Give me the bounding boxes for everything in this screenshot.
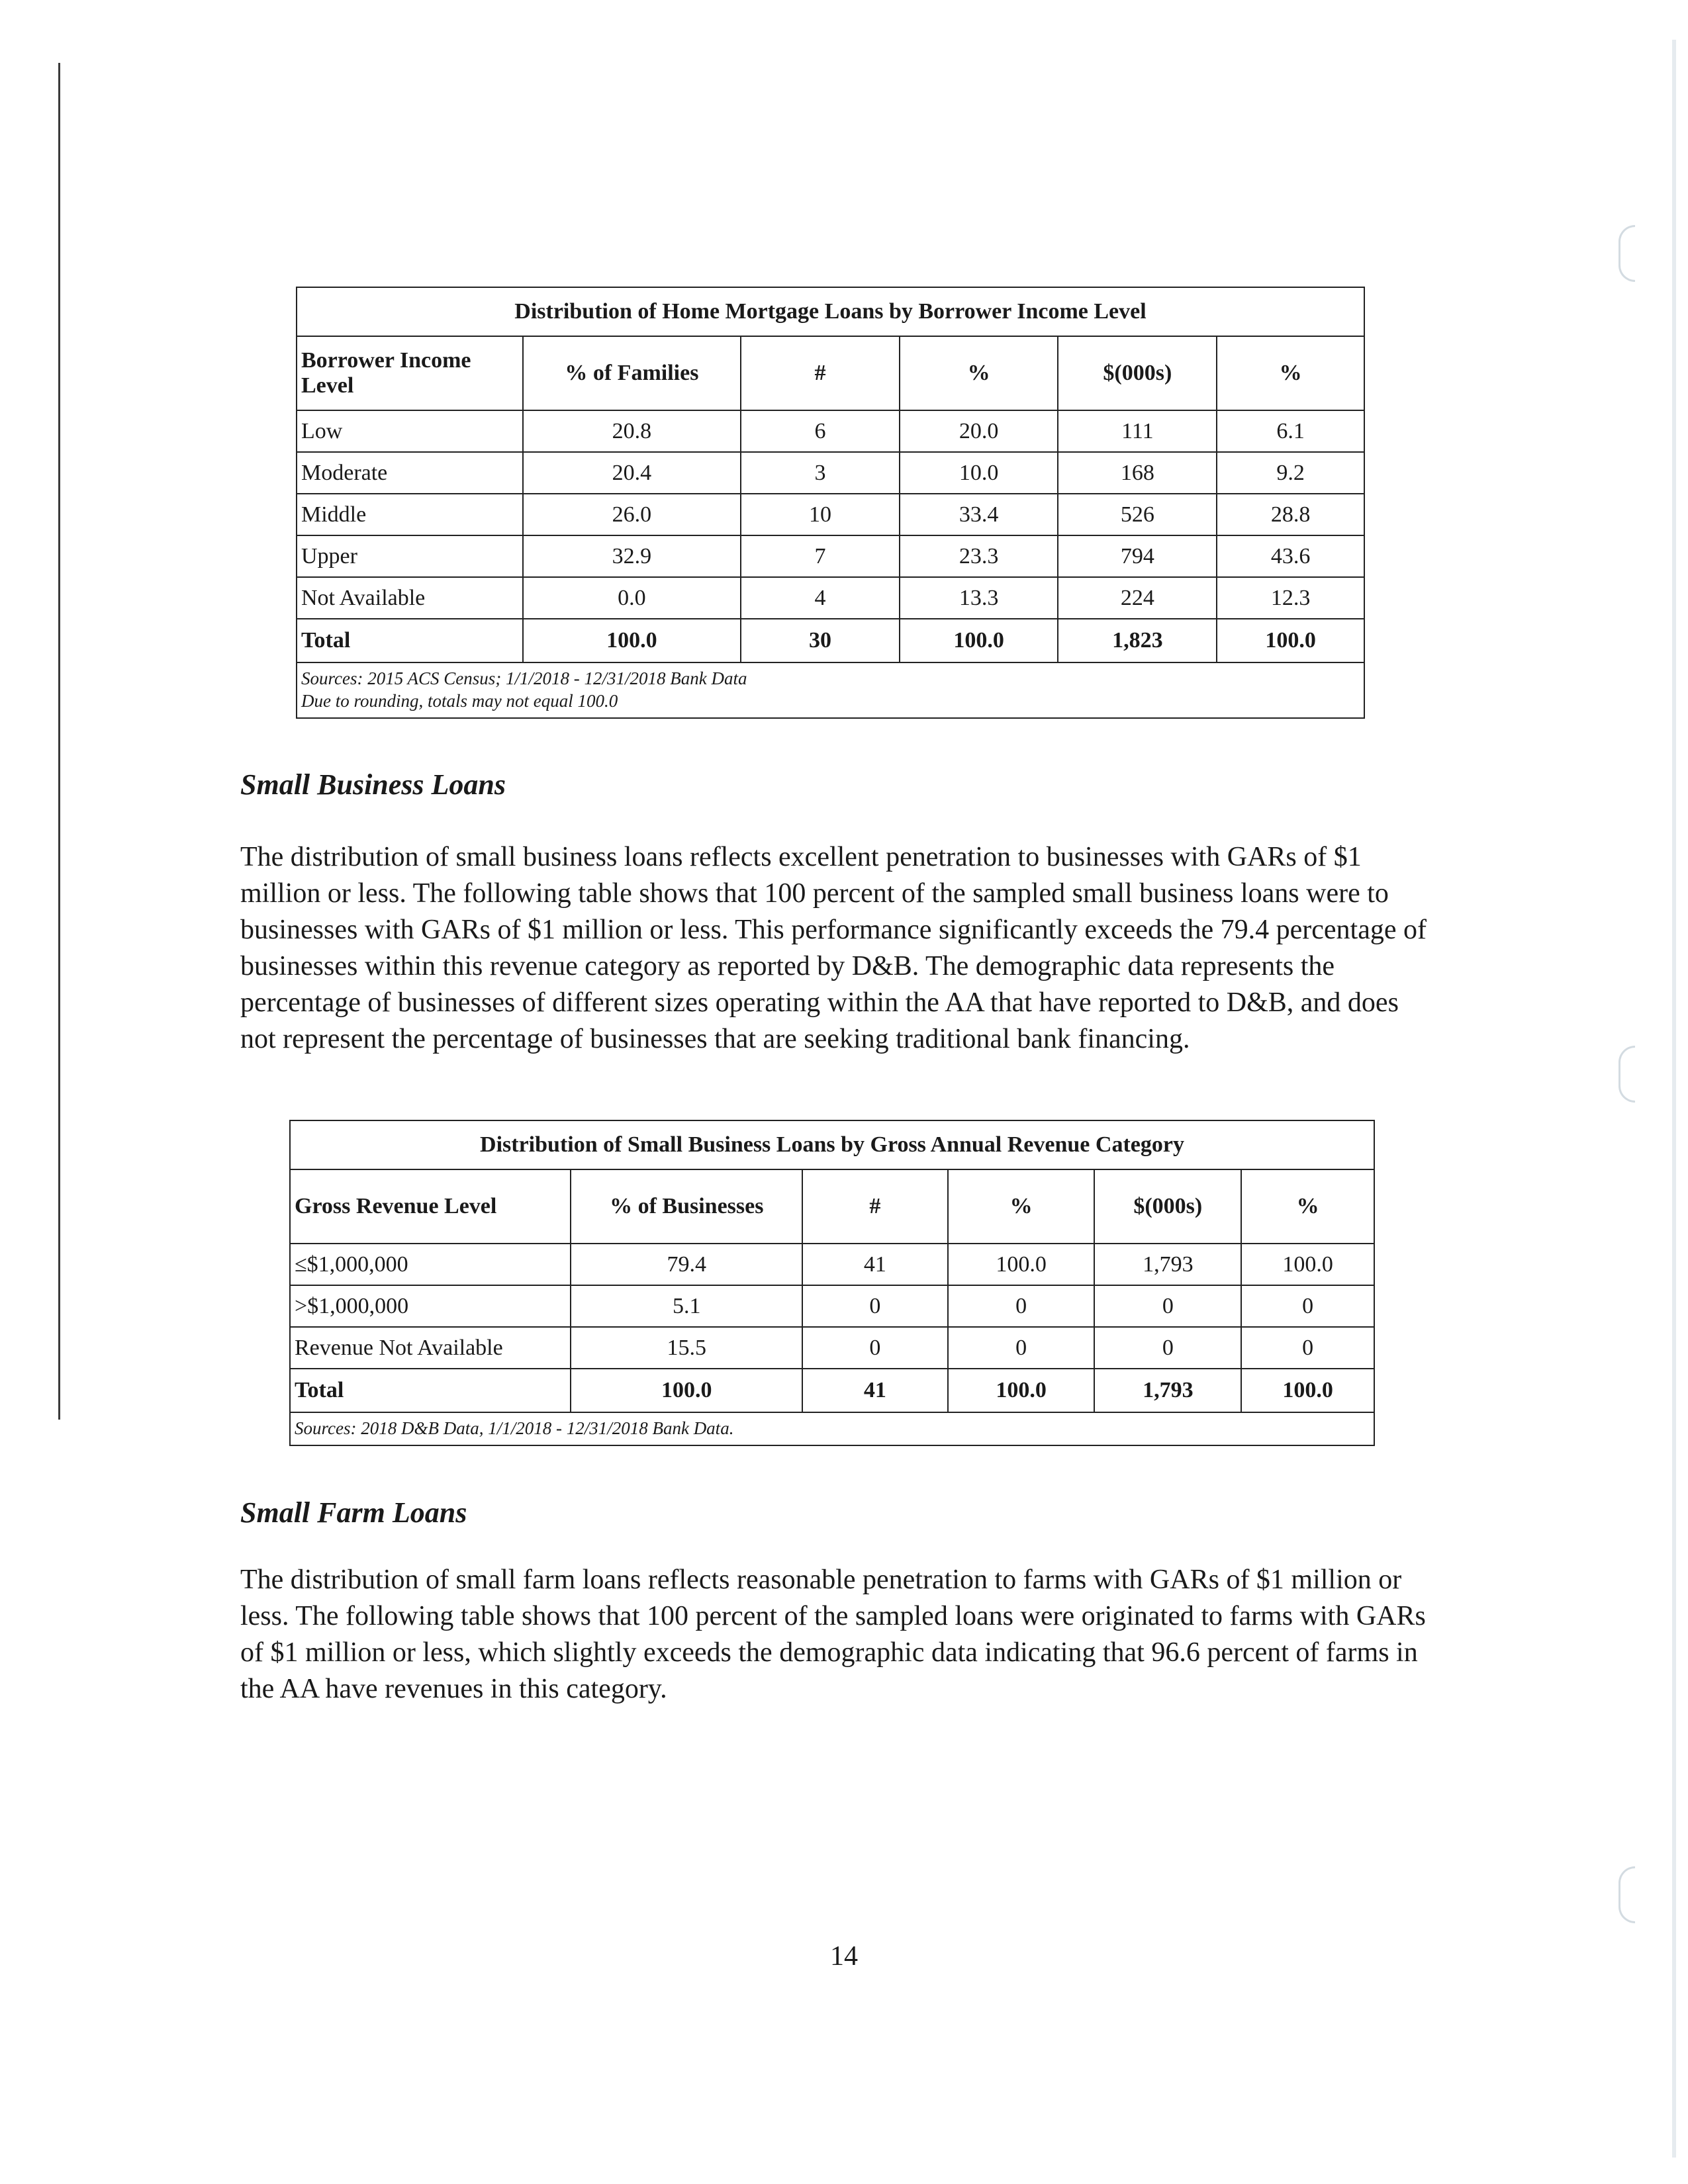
table-cell: 0 — [948, 1285, 1095, 1327]
table-cell: 41 — [802, 1369, 948, 1412]
table-cell: Upper — [297, 535, 523, 577]
table-cell: 0.0 — [523, 577, 741, 619]
table-cell: Total — [290, 1369, 571, 1412]
table-cell: 13.3 — [900, 577, 1058, 619]
column-header: # — [741, 336, 900, 410]
table-row — [290, 1285, 1374, 1327]
table-cell: 0 — [1241, 1327, 1374, 1369]
table-cell: 10.0 — [900, 452, 1058, 494]
table-cell: Moderate — [297, 452, 523, 494]
table-cell: 15.5 — [571, 1327, 802, 1369]
table-cell: 100.0 — [1217, 619, 1364, 662]
table-cell: 100.0 — [948, 1369, 1095, 1412]
table-cell: 28.8 — [1217, 494, 1364, 535]
table-cell: 9.2 — [1217, 452, 1364, 494]
table-row — [297, 452, 1364, 494]
column-header: # — [802, 1169, 948, 1244]
table-row — [297, 535, 1364, 577]
table-row — [297, 577, 1364, 619]
table-cell: 6 — [741, 410, 900, 452]
small-farm-paragraph: The distribution of small farm loans reflects reasonable penetration to farms with GARs of $1 million or less. The following table shows that 100 percent of the sampled loans were originated to farms with GARs of $1 million or less, which slightly exceeds the demographic data indicating that 96.6 percent of farms in the AA have revenues in this category. — [240, 1565, 1426, 1704]
table-cell: 0 — [1094, 1285, 1241, 1327]
scan-margin-line — [58, 63, 60, 1420]
table-cell: 20.0 — [900, 410, 1058, 452]
table-cell: 0 — [948, 1327, 1095, 1369]
table-cell: Not Available — [297, 577, 523, 619]
table-title: Distribution of Small Business Loans by Gross Annual Revenue Category — [290, 1120, 1374, 1169]
column-header: % — [948, 1169, 1095, 1244]
table-cell: 10 — [741, 494, 900, 535]
table-cell: 23.3 — [900, 535, 1058, 577]
column-header: % of Families — [523, 336, 741, 410]
table-cell: 100.0 — [523, 619, 741, 662]
table-row — [290, 1327, 1374, 1369]
table-cell: 100.0 — [571, 1369, 802, 1412]
column-header: % — [1241, 1169, 1374, 1244]
column-header: % of Businesses — [571, 1169, 802, 1244]
table-cell: 6.1 — [1217, 410, 1364, 452]
rounding-note: Due to rounding, totals may not equal 100.0 — [301, 691, 618, 711]
scan-right-edge — [1672, 40, 1676, 2158]
column-header: % — [900, 336, 1058, 410]
small-farm-heading: Small Farm Loans — [240, 1496, 467, 1529]
table-cell: 224 — [1058, 577, 1217, 619]
table-cell: 1,793 — [1094, 1369, 1241, 1412]
table-cell: 0 — [802, 1327, 948, 1369]
table-cell: Low — [297, 410, 523, 452]
small-business-paragraph: The distribution of small business loans reflects excellent penetration to businesses with GARs of $1 million or less. The following table shows that 100 percent of the sampled small business loans were to businesses with GARs of $1 million or less. This performance significantly exceeds the 79.4 percentage of businesses within this revenue category as reported by D&B. The demographic data represents the percentage of businesses of different sizes operating within the AA that have reported to D&B, and does not represent the percentage of businesses that are seeking traditional bank financing. — [240, 842, 1427, 1054]
table-cell: 7 — [741, 535, 900, 577]
table-cell: 794 — [1058, 535, 1217, 577]
table-cell: 32.9 — [523, 535, 741, 577]
column-header: $(000s) — [1094, 1169, 1241, 1244]
page-number: 14 — [830, 1941, 858, 1972]
table-cell: 12.3 — [1217, 577, 1364, 619]
table-cell: 1,793 — [1094, 1244, 1241, 1285]
table-cell: Total — [297, 619, 523, 662]
mortgage-loans-table — [296, 287, 1365, 719]
table-cell: 30 — [741, 619, 900, 662]
table-sources — [297, 662, 1364, 718]
table-cell: 43.6 — [1217, 535, 1364, 577]
table-row — [297, 410, 1364, 452]
table-cell: 33.4 — [900, 494, 1058, 535]
table-cell: >$1,000,000 — [290, 1285, 571, 1327]
business-loans-table — [289, 1120, 1375, 1446]
binder-hole-mark — [1618, 1046, 1635, 1103]
table-cell: 3 — [741, 452, 900, 494]
table-cell: 100.0 — [948, 1244, 1095, 1285]
table-cell: 0 — [802, 1285, 948, 1327]
table-cell: 1,823 — [1058, 619, 1217, 662]
table-cell: 26.0 — [523, 494, 741, 535]
table-cell: 41 — [802, 1244, 948, 1285]
column-header: $(000s) — [1058, 336, 1217, 410]
table-cell: 100.0 — [900, 619, 1058, 662]
small-business-heading: Small Business Loans — [240, 768, 506, 801]
table-cell: 20.8 — [523, 410, 741, 452]
table-cell: 0 — [1094, 1327, 1241, 1369]
table-total-row — [290, 1369, 1374, 1412]
binder-hole-mark — [1618, 225, 1635, 282]
table-cell: 0 — [1241, 1285, 1374, 1327]
table-cell: 79.4 — [571, 1244, 802, 1285]
table-cell: 20.4 — [523, 452, 741, 494]
table-sources: Sources: 2018 D&B Data, 1/1/2018 - 12/31/2018 Bank Data. — [290, 1412, 1374, 1445]
table-cell: 111 — [1058, 410, 1217, 452]
column-header: Gross Revenue Level — [290, 1169, 571, 1244]
binder-hole-mark — [1618, 1866, 1635, 1923]
table-row — [290, 1244, 1374, 1285]
table-total-row — [297, 619, 1364, 662]
table-cell: 4 — [741, 577, 900, 619]
table-cell: ≤$1,000,000 — [290, 1244, 571, 1285]
table-cell: 100.0 — [1241, 1369, 1374, 1412]
table-row — [297, 494, 1364, 535]
table-cell: Middle — [297, 494, 523, 535]
column-header: Borrower Income Level — [297, 336, 523, 410]
table-cell: 5.1 — [571, 1285, 802, 1327]
column-header: % — [1217, 336, 1364, 410]
sources-note: Sources: 2015 ACS Census; 1/1/2018 - 12/31/2018 Bank Data — [301, 668, 747, 688]
table-title: Distribution of Home Mortgage Loans by Borrower Income Level — [297, 287, 1364, 336]
table-cell: 168 — [1058, 452, 1217, 494]
table-cell: 526 — [1058, 494, 1217, 535]
table-cell: Revenue Not Available — [290, 1327, 571, 1369]
table-cell: 100.0 — [1241, 1244, 1374, 1285]
